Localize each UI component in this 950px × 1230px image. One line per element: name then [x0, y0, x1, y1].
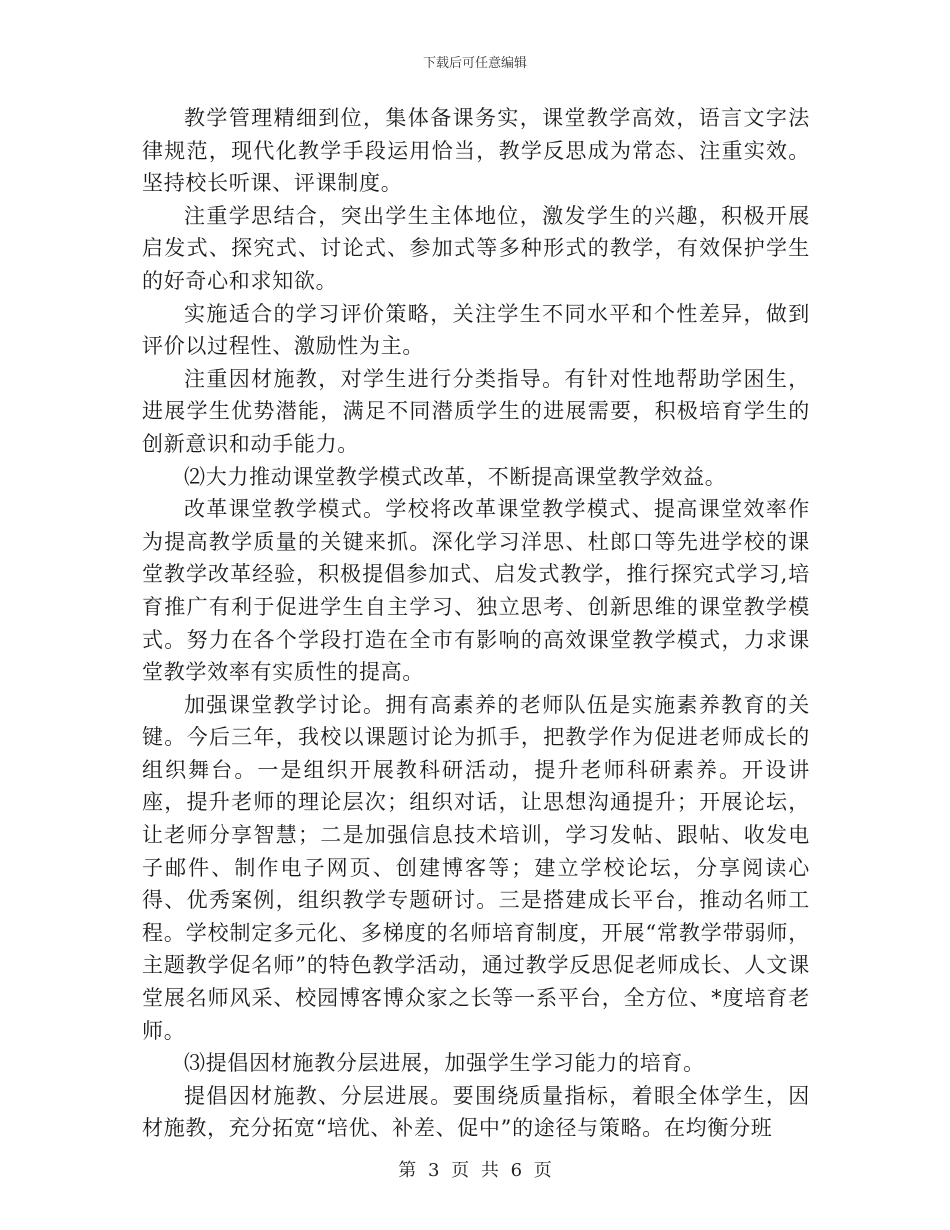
paragraph-learning-thinking: 注重学思结合，突出学生主体地位，激发学生的兴趣，积极开展启发式、探究式、讨论式、参加式等多种形式的教学，有效保护学生的好奇心和求知欲。: [142, 203, 810, 293]
document-body: [142, 102, 810, 1145]
paragraph-individualized-teaching: 注重因材施教，对学生进行分类指导。有针对性地帮助学困生，进展学生优势潜能，满足不同潜质学生的进展需要，积极培育学生的创新意识和动手能力。: [142, 366, 810, 456]
page-footer: 第 3 页 共 6 页: [398, 1160, 552, 1181]
page-header: 下载后可任意编辑: [422, 56, 527, 71]
paragraph-evaluation-strategy: 实施适合的学习评价策略，关注学生不同水平和个性差异，做到评价以过程性、激励性为主。: [142, 301, 810, 359]
section-heading-2: ⑵大力推动课堂教学模式改革，不断提高课堂教学效益。: [184, 464, 727, 489]
section-heading-3: ⑶提倡因材施教分层进展，加强学生学习能力的培育。: [184, 1051, 705, 1076]
paragraph-teaching-research: 加强课堂教学讨论。拥有高素养的老师队伍是实施素养教育的关键。今后三年，我校以课题讨论为抓手，把教学作为促进老师成长的组织舞台。一是组织开展教科研活动，提升老师科研素养。开设讲座，提升老师的理论层次；组织对话，让思想沟通提升；开展论坛，让老师分享智慧；二是加强信息技术培训，学习发帖、跟帖、收发电子邮件、制作电子网页、创建博客等；建立学校论坛，分享阅读心得、优秀案例，组织教学专题研讨。三是搭建成长平台，推动名师工程。学校制定多元化、多梯度的名师培育制度，开展“常教学带弱师，主题教学促名师”的特色教学活动，通过教学反思促老师成长、人文课堂展名师风采、校园博客博众家之长等一系平台，全方位、*度培育老师。: [142, 692, 810, 1043]
paragraph-classroom-reform: 改革课堂教学模式。学校将改革课堂教学模式、提高课堂效率作为提高教学质量的关键来抓。深化学习洋思、杜郎口等先进学校的课堂教学改革经验，积极提倡参加式、启发式教学，推行探究式学习,培育推广有利于促进学生自主学习、独立思考、创新思维的课堂教学模式。努力在各个学段打造在全市有影响的高效课堂教学模式，力求课堂教学效率有实质性的提高。: [142, 497, 810, 685]
paragraph-teaching-management: 教学管理精细到位，集体备课务实，课堂教学高效，语言文字法律规范，现代化教学手段运用恰当，教学反思成为常态、注重实效。坚持校长听课、评课制度。: [142, 106, 810, 196]
paragraph-layered-progress: 提倡因材施教、分层进展。要围绕质量指标，着眼全体学生，因材施教，充分拓宽“培优、补差、促中”的途径与策略。在均衡分班: [142, 1083, 810, 1141]
